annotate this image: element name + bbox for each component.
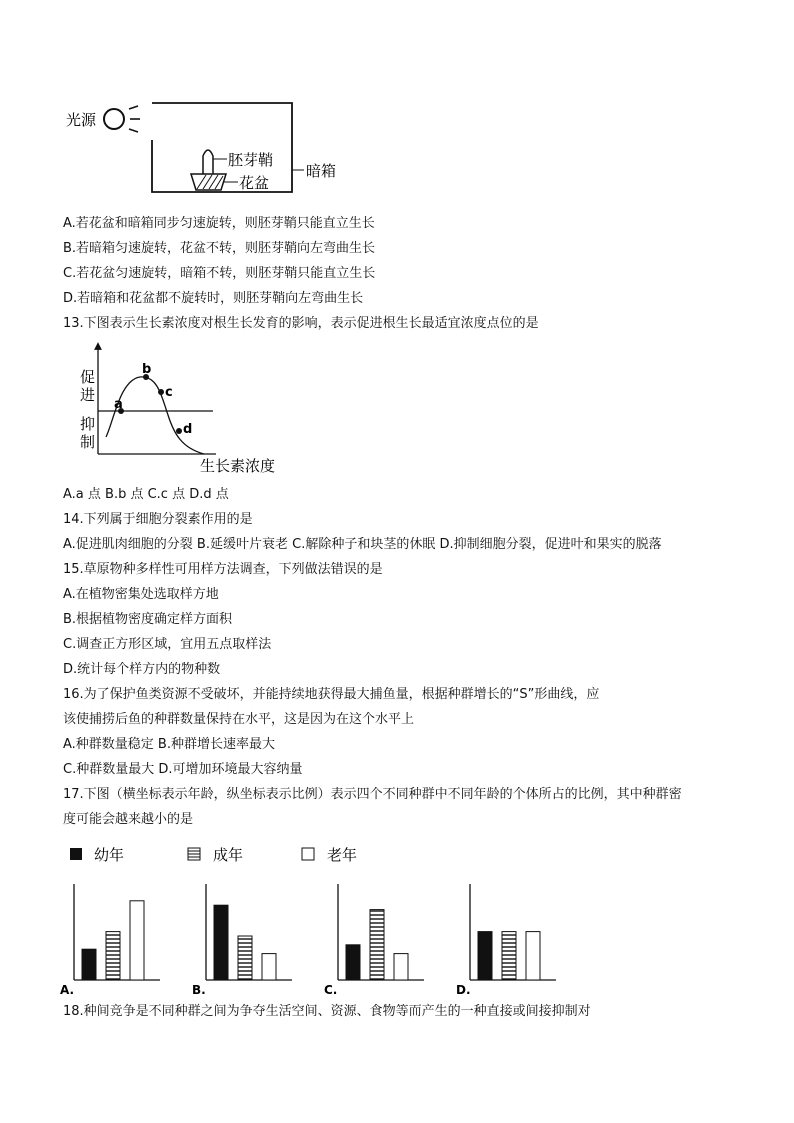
bar-adult	[370, 910, 384, 980]
promote-label-2: 进	[80, 386, 96, 404]
legend-young-swatch	[70, 848, 82, 860]
legend-old-swatch	[302, 848, 314, 860]
bar-young	[478, 932, 492, 980]
bar-adult	[502, 932, 516, 980]
q17-stem-1: 17.下图（横坐标表示年龄，纵坐标表示比例）表示四个不同种群中不同年龄的个体所占的比例，其中种群密	[63, 787, 682, 802]
age-chart-c	[324, 884, 424, 997]
bar-old	[394, 954, 408, 980]
dark-box-label: 暗箱	[306, 162, 337, 180]
flower-pot	[191, 174, 226, 190]
bar-young	[346, 945, 360, 980]
q16-stem-2: 该使捕捞后鱼的种群数量保持在水平，这是因为在这个水平上	[63, 712, 415, 727]
legend-young-label: 幼年	[94, 846, 125, 864]
q16-options-2: C.种群数量最大 D.可增加环境最大容纳量	[63, 762, 303, 777]
age-legend	[66, 842, 386, 868]
bar-old	[262, 954, 276, 980]
legend-adult-label: 成年	[213, 846, 244, 864]
light-source-icon	[104, 109, 124, 129]
coleoptile	[203, 150, 213, 174]
point-d	[176, 428, 182, 434]
point-c-label: c	[165, 385, 173, 400]
auxin-curve-figure	[76, 340, 296, 480]
bar-old	[130, 901, 144, 980]
q16-stem-1: 16.为了保护鱼类资源不受破坏，并能持续地获得最大捕鱼量，根据种群增长的“S”形曲线，应	[63, 687, 600, 702]
age-chart-b	[192, 884, 292, 997]
inhibit-label: 抑	[80, 415, 96, 433]
bar-young	[82, 949, 96, 980]
q12-option-b: B.若暗箱匀速旋转，花盆不转，则胚芽鞘向左弯曲生长	[63, 241, 376, 256]
age-chart-d	[456, 884, 556, 997]
light-source-label: 光源	[66, 111, 97, 129]
point-b-label: b	[142, 362, 152, 377]
age-structure-charts	[60, 878, 580, 998]
bar-old	[526, 932, 540, 980]
chart-label: D.	[456, 983, 471, 997]
age-chart-a	[60, 884, 160, 997]
q14-options: A.促进肌肉细胞的分裂 B.延缓叶片衰老 C.解除种子和块茎的休眠 D.抑制细胞分裂，促进叶和果实的脱落	[63, 537, 662, 552]
q17-stem-2: 度可能会越来越小的是	[63, 812, 194, 827]
q12-option-d: D.若暗箱和花盆都不旋转时，则胚芽鞘向左弯曲生长	[63, 291, 364, 306]
pot-label: 花盆	[239, 174, 270, 192]
point-a-label: a	[114, 397, 123, 412]
auxin-curve	[106, 377, 204, 454]
coleoptile-label: 胚芽鞘	[228, 151, 274, 169]
q15-option-a: A.在植物密集处选取样方地	[63, 587, 219, 602]
point-c	[158, 389, 164, 395]
q16-options-1: A.种群数量稳定 B.种群增长速率最大	[63, 737, 275, 752]
q15-option-c: C.调查正方形区域，宜用五点取样法	[63, 637, 272, 652]
q15-option-d: D.统计每个样方内的物种数	[63, 662, 221, 677]
q13-stem: 13.下图表示生长素浓度对根生长发育的影响，表示促进根生长最适宜浓度点位的是	[63, 316, 539, 331]
dark-box-figure	[60, 96, 360, 200]
q13-options: A.a 点 B.b 点 C.c 点 D.d 点	[63, 487, 229, 502]
q14-stem: 14.下列属于细胞分裂素作用的是	[63, 512, 253, 527]
q18-stem: 18.种间竞争是不同种群之间为争夺生活空间、资源、食物等而产生的一种直接或间接抑制对	[63, 1004, 591, 1019]
q15-option-b: B.根据植物密度确定样方面积	[63, 612, 233, 627]
bar-adult	[106, 932, 120, 980]
q12-option-a: A.若花盆和暗箱同步匀速旋转，则胚芽鞘只能直立生长	[63, 216, 375, 231]
q15-stem: 15.草原物种多样性可用样方法调查，下列做法错误的是	[63, 562, 383, 577]
x-axis-label: 生长素浓度	[200, 457, 276, 475]
q12-option-c: C.若花盆匀速旋转，暗箱不转，则胚芽鞘只能直立生长	[63, 266, 376, 281]
chart-label: C.	[324, 983, 338, 997]
point-d-label: d	[183, 422, 193, 437]
promote-label: 促	[80, 368, 96, 386]
chart-label: B.	[192, 983, 206, 997]
inhibit-label-2: 制	[80, 433, 96, 451]
legend-old-label: 老年	[327, 846, 358, 864]
chart-label: A.	[60, 983, 75, 997]
bar-adult	[238, 936, 252, 980]
bar-young	[214, 905, 228, 980]
